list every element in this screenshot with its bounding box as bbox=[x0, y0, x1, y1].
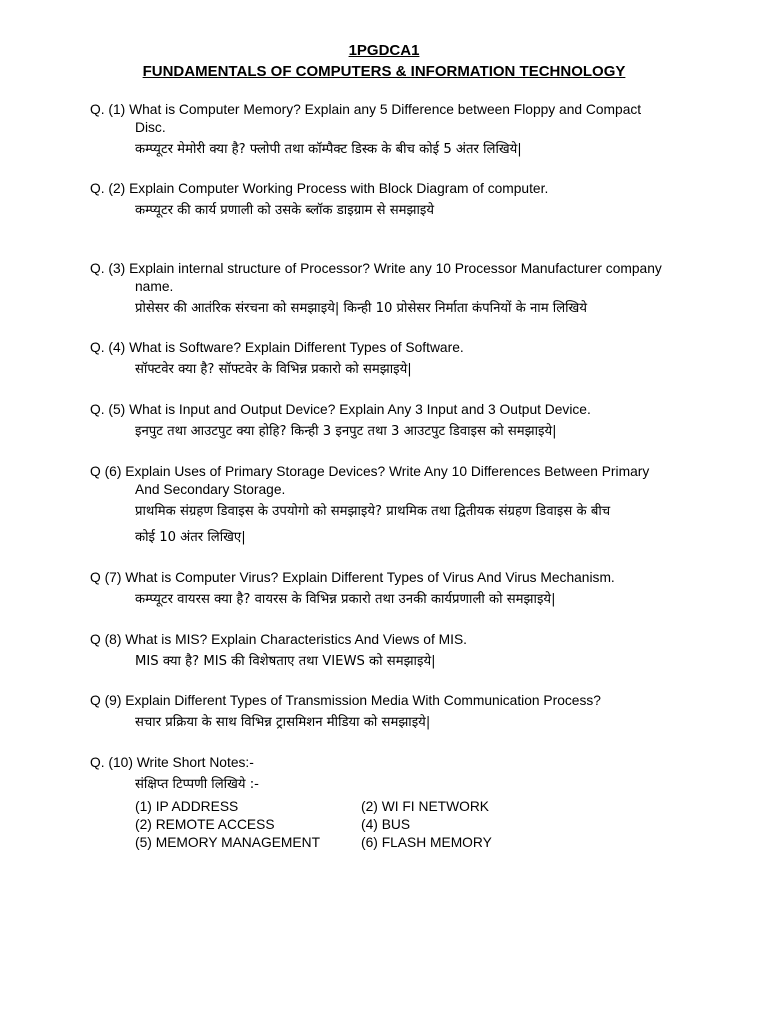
question-5-hindi: इनपुट तथा आउटपुट क्या होहि? किन्ही 3 इनपुट तथा 3 आउटपुट डिवाइस को समझाइये| bbox=[135, 424, 557, 439]
question-2 bbox=[90, 180, 730, 224]
short-note-item: (4) BUS bbox=[361, 817, 411, 832]
question-4 bbox=[90, 339, 730, 383]
question-8-hindi: MIS क्या है? MIS की विशेषताए तथा VIEWS को समझाइये| bbox=[135, 654, 436, 669]
question-1-english: Q. (1) What is Computer Memory? Explain any 5 Difference between Floppy and Compact bbox=[90, 102, 642, 117]
question-3-hindi: प्रोसेसर की आतंरिक संरचना को समझाइये| किन्ही 10 प्रोसेसर निर्माता कंपनियों के नाम लिखिये bbox=[135, 301, 587, 316]
question-1 bbox=[90, 101, 730, 163]
question-10-hindi: संक्षिप्त टिप्पणी लिखिये :- bbox=[135, 777, 259, 792]
question-6-english: Q (6) Explain Uses of Primary Storage Devices? Write Any 10 Differences Between Primary bbox=[90, 464, 650, 479]
course-code: 1PGDCA1 bbox=[348, 42, 420, 59]
question-1-english-cont: Disc. bbox=[135, 120, 166, 135]
short-note-item: (2) WI FI NETWORK bbox=[361, 799, 489, 814]
short-note-item: (1) IP ADDRESS bbox=[135, 799, 239, 814]
short-notes-list bbox=[135, 798, 730, 854]
question-6-english-cont: And Secondary Storage. bbox=[135, 482, 286, 497]
question-5 bbox=[90, 401, 730, 445]
question-6-hindi: प्राथमिक संग्रहण डिवाइस के उपयोगो को समझाइये? प्राथमिक तथा द्वितीयक संग्रहण डिवाइस के बीच bbox=[135, 504, 611, 519]
question-4-hindi: सॉफ्टवेर क्या है? सॉफ्टवेर के विभिन्न प्रकारो को समझाइये| bbox=[135, 362, 412, 377]
question-9 bbox=[90, 692, 730, 736]
question-9-hindi: सचार प्रक्रिया के साथ विभिन्न ट्रासमिशन मीडिया को समझाइये| bbox=[135, 715, 431, 730]
short-note-item: (5) MEMORY MANAGEMENT bbox=[135, 835, 320, 850]
short-note-item: (6) FLASH MEMORY bbox=[361, 835, 492, 850]
question-10 bbox=[90, 754, 730, 854]
question-7-english: Q (7) What is Computer Virus? Explain Different Types of Virus And Virus Mechanism. bbox=[90, 570, 615, 585]
question-3-english-cont: name. bbox=[135, 279, 174, 294]
question-3-english: Q. (3) Explain internal structure of Processor? Write any 10 Processor Manufacturer company bbox=[90, 261, 662, 276]
question-7 bbox=[90, 569, 730, 613]
question-5-english: Q. (5) What is Input and Output Device? Explain Any 3 Input and 3 Output Device. bbox=[90, 402, 591, 417]
question-6-hindi-cont: कोई 10 अंतर लिखिए| bbox=[135, 530, 246, 545]
question-8-english: Q (8) What is MIS? Explain Characteristics And Views of MIS. bbox=[90, 632, 467, 647]
question-10-english: Q. (10) Write Short Notes:- bbox=[90, 755, 254, 770]
question-4-english: Q. (4) What is Software? Explain Different Types of Software. bbox=[90, 340, 464, 355]
question-2-english: Q. (2) Explain Computer Working Process with Block Diagram of computer. bbox=[90, 181, 549, 196]
question-8 bbox=[90, 631, 730, 675]
question-1-hindi: कम्प्यूटर मेमोरी क्या है? फ्लोपी तथा कॉम्पैक्ट डिस्क के बीच कोई 5 अंतर लिखिये| bbox=[135, 142, 522, 157]
question-2-hindi: कम्प्यूटर की कार्य प्रणाली को उसके ब्लॉक डाइग्राम से समझाइये bbox=[135, 203, 435, 218]
question-6 bbox=[90, 463, 730, 551]
question-3 bbox=[90, 260, 730, 322]
question-9-english: Q (9) Explain Different Types of Transmission Media With Communication Process? bbox=[90, 693, 601, 708]
short-note-item: (2) REMOTE ACCESS bbox=[135, 817, 275, 832]
question-7-hindi: कम्प्यूटर वायरस क्या है? वायरस के विभिन्न प्रकारो तथा उनकी कार्यप्रणाली को समझाइये| bbox=[135, 592, 556, 607]
paper-title: FUNDAMENTALS OF COMPUTERS & INFORMATION TECHNOLOGY bbox=[142, 63, 626, 80]
